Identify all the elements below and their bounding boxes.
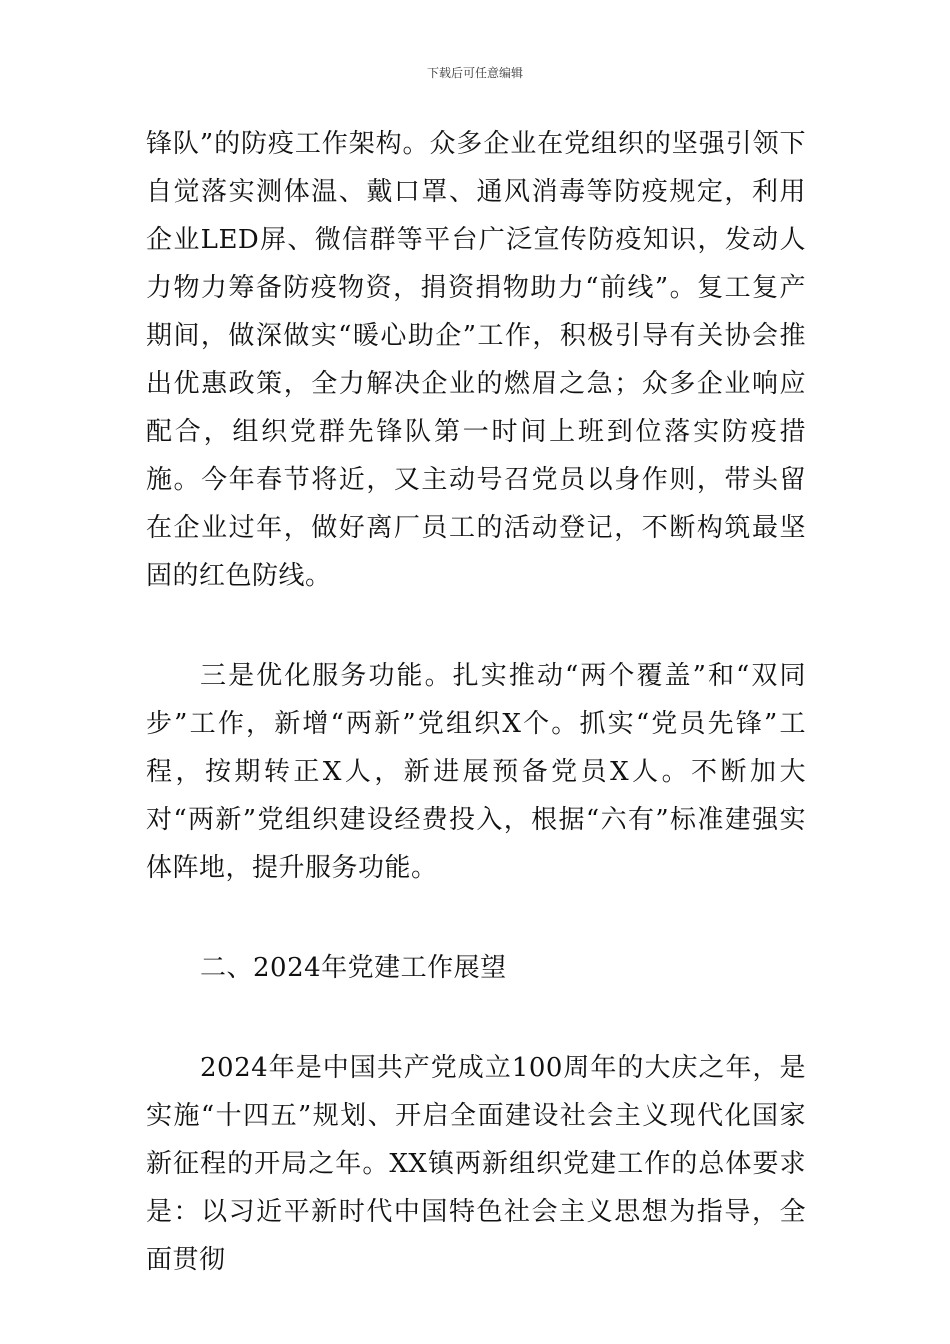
paragraph-gap bbox=[146, 992, 806, 1044]
paragraph-gap bbox=[146, 892, 806, 944]
paragraph-epidemic-prevention: 锋队”的防疫工作架构。众多企业在党组织的坚强引领下自觉落实测体温、戴口罩、通风消毒等防疫规定，利用企业LED屏、微信群等平台广泛宣传防疫知识，发动人力物力筹备防疫物资，捐资捐物助力“前线”。复工复产期间，做深做实“暖心助企”工作，积极引导有关协会推出优惠政策，全力解决企业的燃眉之急；众多企业响应配合，组织党群先锋队第一时间上班到位落实防疫措施。今年春节将近，又主动号召党员以身作则，带头留在企业过年，做好离厂员工的活动登记，不断构筑最坚固的红色防线。 bbox=[146, 129, 806, 591]
page-header-note: 下载后可任意编辑 bbox=[426, 66, 523, 80]
paragraph-gap bbox=[146, 600, 806, 652]
paragraph-service-function: 三是优化服务功能。扎实推动“两个覆盖”和“双同步”工作，新增“两新”党组织X个。抓实“党员先锋”工程，按期转正X人，新进展预备党员X人。不断加大对“两新”党组织建设经费投入，根据“六有”标准建强实体阵地，提升服务功能。 bbox=[146, 661, 806, 883]
paragraph-2024-requirements: 2024年是中国共产党成立100周年的大庆之年，是实施“十四五”规划、开启全面建设社会主义现代化国家新征程的开局之年。XX镇两新组织党建工作的总体要求是：以习近平新时代中国特色社会主义思想为指导，全面贯彻 bbox=[146, 1053, 806, 1275]
document-body bbox=[146, 120, 806, 1284]
section-heading-outlook: 二、2024年党建工作展望 bbox=[200, 953, 507, 983]
